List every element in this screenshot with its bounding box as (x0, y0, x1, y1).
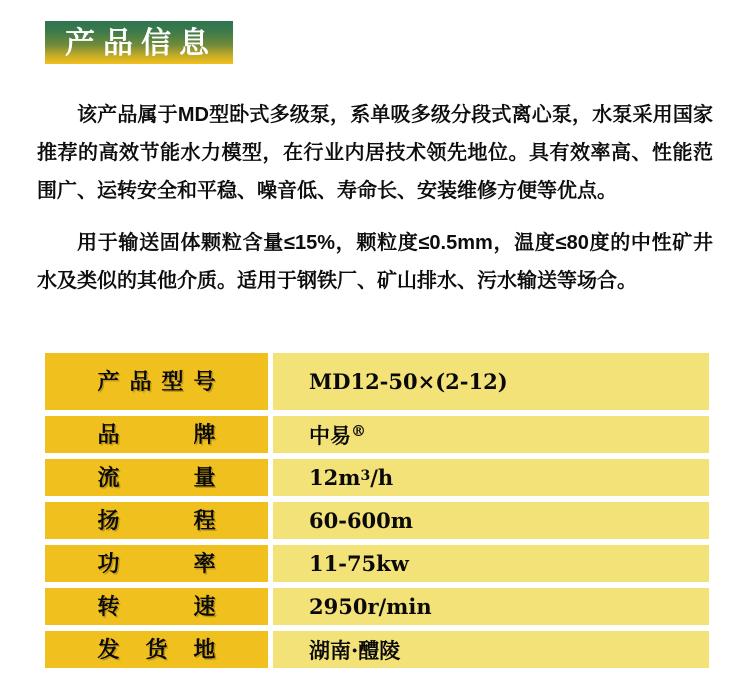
section-header-banner (45, 21, 233, 64)
intro-paragraph-2: 用于输送固体颗粒含量≤15%，颗粒度≤0.5mm，温度≤80度的中性矿井水及类似的其他介质。适用于钢铁厂、矿山排水、污水输送等场合。 (37, 232, 713, 292)
spec-row-model (45, 353, 709, 410)
spec-value-brand: 中易 ® (273, 416, 709, 453)
spec-value-power: 11-75kw (273, 545, 709, 582)
spec-row-ship-from (45, 631, 709, 668)
page-title: 产品信息 (65, 27, 217, 60)
spec-row-power (45, 545, 709, 582)
spec-label-model: 产品型号 (45, 353, 268, 410)
spec-value-speed: 2950r/min (273, 588, 709, 625)
spec-label-flow: 流量 (45, 459, 268, 496)
spec-value-model: MD12-50×(2-12) (273, 353, 709, 410)
spec-value-head: 60-600m (273, 502, 709, 539)
spec-row-flow (45, 459, 709, 496)
spec-label-head: 扬程 (45, 502, 268, 539)
spec-label-brand: 品牌 (45, 416, 268, 453)
product-description (37, 96, 713, 300)
spec-row-head (45, 502, 709, 539)
spec-label-speed: 转速 (45, 588, 268, 625)
spec-row-speed (45, 588, 709, 625)
spec-label-power: 功率 (45, 545, 268, 582)
spec-value-flow: 12m $^3$ /h (273, 459, 709, 496)
spec-row-brand (45, 416, 709, 453)
spec-table (45, 353, 709, 674)
spec-value-ship-from: 湖南·醴陵 (273, 631, 709, 668)
intro-paragraph-1: 该产品属于MD型卧式多级泵，系单吸多级分段式离心泵，水泵采用国家推荐的高效节能水力模型，在行业内居技术领先地位。具有效率高、性能范围广、运转安全和平稳、噪音低、寿命长、安装维修方便等优点。 (37, 104, 713, 202)
spec-label-ship-from: 发货地 (45, 631, 268, 668)
